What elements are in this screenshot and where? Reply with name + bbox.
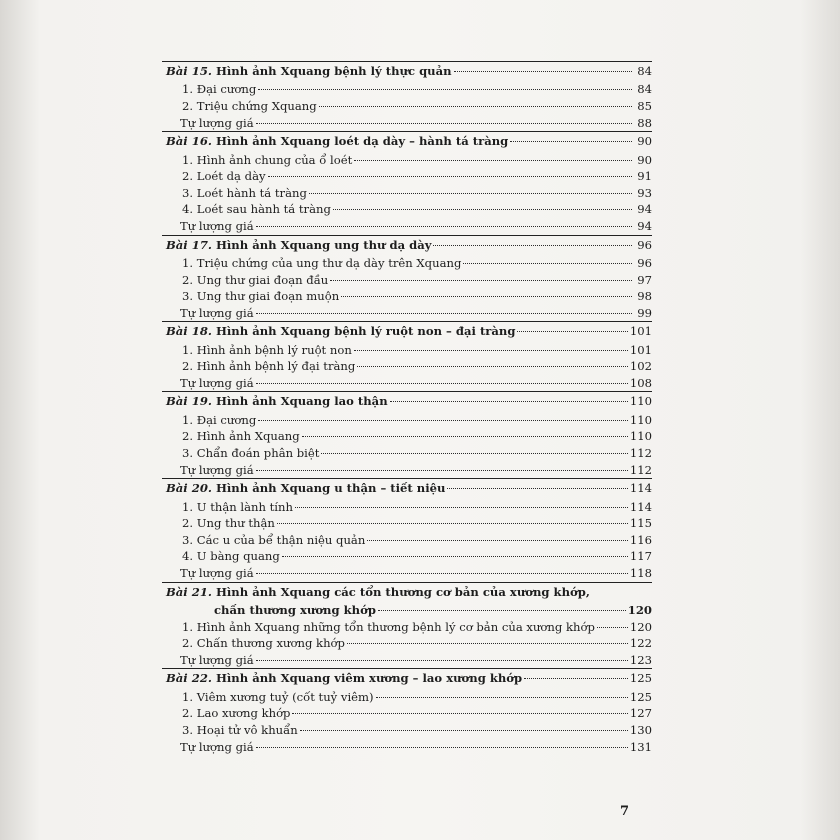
dot-leader [333, 209, 632, 210]
lesson-heading [166, 132, 652, 151]
entry-label: 4. U bàng quang [182, 549, 280, 564]
lesson-page: 125 [629, 671, 652, 686]
lesson-heading [166, 236, 652, 255]
lesson-number: Bài 16. [166, 134, 212, 149]
entry-label: Tự lượng giá [180, 652, 254, 667]
entry-page: 91 [637, 169, 652, 184]
entry-label: 4. Loét sau hành tá tràng [182, 202, 331, 217]
dot-leader [447, 488, 627, 489]
entry-page: 88 [637, 115, 652, 130]
lesson-heading [166, 392, 652, 411]
lesson-title-continued: chấn thương xương khớp [214, 602, 376, 617]
lesson-number: Bài 22. [166, 671, 212, 686]
dot-leader [256, 123, 632, 124]
lesson-page: 110 [629, 394, 652, 409]
entry-label: 2. Chấn thương xương khớp [182, 636, 345, 651]
dot-leader [256, 747, 628, 748]
lesson-title: Hình ảnh Xquang lao thận [215, 394, 388, 409]
lesson-page: 101 [629, 324, 652, 339]
lesson-heading [166, 62, 652, 81]
lesson-heading-continued [166, 602, 652, 619]
entry-page: 97 [637, 272, 652, 287]
entry-page: 125 [629, 689, 652, 704]
lesson-title: Hình ảnh Xquang các tổn thương cơ bản của xương khớp, [215, 584, 590, 599]
entry-page: 114 [629, 499, 652, 514]
self-assessment-entry [166, 305, 652, 322]
lesson-page: 84 [637, 64, 652, 78]
entry-label: 1. Hình ảnh chung của ổ loét [182, 152, 353, 167]
entry-page: 123 [629, 652, 652, 667]
toc-entry [166, 272, 652, 289]
lesson-heading [166, 479, 652, 498]
entry-label: 2. Hình ảnh bệnh lý đại tràng [182, 359, 356, 374]
entry-label: Tự lượng giá [180, 115, 254, 130]
entry-page: 84 [637, 82, 652, 97]
dot-leader [256, 660, 628, 661]
entry-label: Tự lượng giá [180, 462, 254, 477]
dot-leader [256, 573, 628, 574]
dot-leader [390, 401, 628, 402]
entry-label: 1. U thận lành tính [182, 499, 293, 514]
entry-label: 2. Ung thư thận [182, 516, 275, 531]
table-of-contents [166, 61, 652, 755]
entry-page: 112 [629, 462, 652, 477]
entry-label: Tự lượng giá [180, 375, 254, 390]
toc-entry [166, 619, 652, 636]
dot-leader [256, 470, 628, 471]
entry-page: 118 [629, 566, 652, 580]
lesson-title: Hình ảnh Xquang u thận – tiết niệu [215, 481, 446, 496]
dot-leader [258, 420, 628, 421]
entry-page: 94 [637, 218, 652, 233]
entry-page: 122 [629, 636, 652, 651]
entry-label: Tự lượng giá [180, 305, 254, 320]
entry-label: 2. Triệu chứng Xquang [182, 98, 317, 113]
entry-page: 96 [637, 255, 652, 270]
entry-label: 3. Chẩn đoán phân biệt [182, 446, 320, 461]
toc-entry [166, 445, 652, 462]
dot-leader [292, 713, 627, 714]
entry-label: 3. Loét hành tá tràng [182, 185, 307, 200]
toc-entry [166, 168, 652, 185]
dot-leader [319, 106, 632, 107]
entry-page: 110 [629, 412, 652, 427]
dot-leader [268, 176, 632, 177]
lesson-heading [166, 669, 652, 688]
entry-label: Tự lượng giá [180, 218, 254, 233]
entry-page: 102 [629, 359, 652, 374]
dot-leader [277, 523, 628, 524]
entry-label: 1. Triệu chứng của ung thư dạ dày trên Xquang [182, 255, 462, 270]
toc-entry [166, 201, 652, 218]
self-assessment-entry [166, 375, 652, 392]
dot-leader [347, 643, 628, 644]
toc-entry [166, 185, 652, 202]
entry-label: Tự lượng giá [180, 739, 254, 754]
lesson-title: Hình ảnh Xquang ung thư dạ dày [215, 237, 432, 252]
dot-leader [341, 296, 632, 297]
self-assessment-entry [166, 462, 652, 479]
toc-entry [166, 499, 652, 516]
entry-page: 130 [629, 722, 652, 737]
lesson-number: Bài 19. [166, 394, 212, 409]
page-number: 7 [620, 804, 630, 819]
entry-label: 1. Hình ảnh Xquang những tổn thương bệnh lý cơ bản của xương khớp [182, 619, 595, 634]
toc-entry [166, 635, 652, 652]
entry-label: 2. Ung thư giai đoạn đầu [182, 272, 329, 287]
dot-leader [376, 697, 628, 698]
entry-page: 120 [629, 619, 652, 634]
lesson-number: Bài 21. [166, 584, 212, 599]
dot-leader [330, 280, 632, 281]
dot-leader [378, 610, 626, 611]
entry-label: 1. Hình ảnh bệnh lý ruột non [182, 342, 352, 357]
dot-leader [517, 331, 627, 332]
entry-page: 117 [629, 549, 652, 564]
lesson-number: Bài 20. [166, 481, 212, 496]
lesson-title: Hình ảnh Xquang loét dạ dày – hành tá tràng [215, 134, 509, 149]
toc-entry [166, 515, 652, 532]
toc-entry [166, 722, 652, 739]
dot-leader [597, 627, 628, 628]
lesson-number: Bài 15. [166, 64, 212, 78]
toc-entry [166, 428, 652, 445]
entry-label: 2. Loét dạ dày [182, 169, 266, 184]
toc-entry [166, 255, 652, 272]
entry-label: 1. Đại cương [182, 412, 257, 427]
dot-leader [321, 453, 627, 454]
dot-leader [295, 507, 628, 508]
dot-leader [309, 193, 632, 194]
dot-leader [524, 678, 628, 679]
entry-page: 90 [637, 152, 652, 167]
entry-page: 85 [637, 98, 652, 113]
dot-leader [510, 141, 632, 142]
toc-entry [166, 288, 652, 305]
dot-leader [256, 383, 628, 384]
toc-entry [166, 705, 652, 722]
toc-entry [166, 342, 652, 359]
dot-leader [354, 350, 628, 351]
dot-leader [300, 730, 628, 731]
dot-leader [282, 556, 628, 557]
dot-leader [433, 245, 632, 246]
self-assessment-entry [166, 739, 652, 756]
lesson-page: 96 [637, 237, 652, 252]
toc-entry [166, 548, 652, 565]
entry-page: 93 [637, 185, 652, 200]
entry-label: 2. Hình ảnh Xquang [182, 429, 300, 444]
entry-label: 2. Lao xương khớp [182, 706, 291, 721]
lesson-heading [166, 322, 652, 341]
self-assessment-entry [166, 115, 652, 132]
entry-page: 108 [629, 375, 652, 390]
dot-leader [454, 71, 632, 72]
entry-page: 94 [637, 202, 652, 217]
dot-leader [256, 226, 632, 227]
entry-page: 112 [629, 446, 652, 461]
entry-page: 99 [637, 305, 652, 320]
entry-page: 131 [629, 739, 652, 754]
dot-leader [354, 160, 632, 161]
toc-entry [166, 532, 652, 549]
lesson-title: Hình ảnh Xquang bệnh lý ruột non – đại tràng [215, 324, 516, 339]
lesson-title: Hình ảnh Xquang viêm xương – lao xương khớp [215, 671, 523, 686]
toc-entry [166, 152, 652, 169]
entry-page: 98 [637, 289, 652, 304]
entry-label: 1. Đại cương [182, 82, 257, 97]
dot-leader [258, 89, 632, 90]
self-assessment-entry [166, 218, 652, 235]
dot-leader [357, 366, 628, 367]
entry-page: 127 [629, 706, 652, 721]
lesson-page: 90 [637, 134, 652, 149]
lesson-title: Hình ảnh Xquang bệnh lý thực quản [215, 64, 452, 78]
toc-entry [166, 81, 652, 98]
lesson-heading [166, 583, 652, 602]
dot-leader [302, 436, 628, 437]
toc-entry [166, 358, 652, 375]
entry-page: 116 [629, 532, 652, 547]
self-assessment-entry [166, 565, 652, 582]
lesson-page: 120 [627, 602, 652, 617]
entry-page: 101 [629, 342, 652, 357]
dot-leader [367, 540, 628, 541]
entry-label: 3. Ung thư giai đoạn muộn [182, 289, 340, 304]
toc-entry [166, 689, 652, 706]
entry-page: 115 [629, 516, 652, 531]
entry-label: 3. Hoại tử vô khuẩn [182, 722, 298, 737]
entry-label: 1. Viêm xương tuỷ (cốt tuỷ viêm) [182, 689, 374, 704]
entry-page: 110 [629, 429, 652, 444]
lesson-number: Bài 18. [166, 324, 212, 339]
dot-leader [463, 263, 632, 264]
entry-label: Tự lượng giá [180, 566, 254, 580]
lesson-number: Bài 17. [166, 237, 212, 252]
dot-leader [256, 313, 632, 314]
toc-entry [166, 412, 652, 429]
toc-entry [166, 98, 652, 115]
lesson-page: 114 [629, 481, 652, 496]
self-assessment-entry [166, 652, 652, 669]
entry-label: 3. Các u của bể thận niệu quản [182, 532, 366, 547]
